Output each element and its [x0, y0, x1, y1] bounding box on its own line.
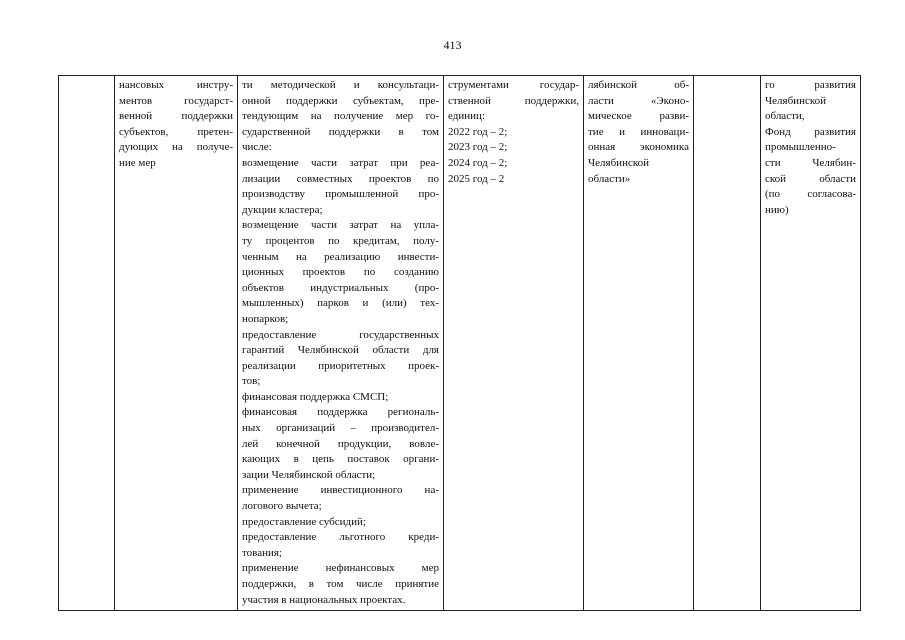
- cell-line: субъектов, претен-: [119, 125, 233, 138]
- cell-executor: [761, 76, 861, 611]
- cell-number: [59, 76, 115, 611]
- cell-line: струментами государ-: [448, 79, 579, 91]
- cell-line: лябинской об-: [588, 79, 689, 91]
- cell-line: возмещение части затрат на упла-: [242, 219, 439, 232]
- cell-line: нию): [765, 203, 789, 216]
- cell-line: ти методической и консультаци-: [242, 79, 439, 91]
- cell-line: применение инвестиционного на-: [242, 484, 439, 497]
- cell-line: гарантий Челябинской области для: [242, 344, 439, 357]
- cell-line: ментов государст-: [119, 94, 233, 107]
- cell-line: тендующим на получение мер го-: [242, 110, 439, 123]
- cell-line: 2024 год – 2;: [448, 156, 508, 169]
- cell-line: реализации приоритетных проек-: [242, 359, 439, 372]
- cell-line: го развития: [765, 79, 856, 91]
- cell-line: мышленных) парков и (или) тех-: [242, 297, 439, 310]
- cell-line: 2025 год – 2: [448, 172, 505, 185]
- cell-line: промышленно-: [765, 141, 836, 154]
- cell-line: участия в национальных проектах.: [242, 593, 406, 606]
- cell-line: ласти «Эконо-: [588, 94, 689, 107]
- cell-line: ченным на реализацию инвести-: [242, 250, 439, 263]
- cell-line: мическое разви-: [588, 110, 689, 123]
- cell-line: производству промышленной про-: [242, 188, 439, 201]
- cell-line: объектов индустриальных (про-: [242, 281, 439, 294]
- cell-line: предоставление льготного креди-: [242, 531, 439, 544]
- cell-line: 2023 год – 2;: [448, 141, 508, 154]
- cell-line: лизации совместных проектов по: [242, 172, 439, 185]
- cell-line: ционных проектов по созданию: [242, 266, 439, 279]
- cell-line: 2022 год – 2;: [448, 125, 508, 138]
- cell-line: тие и инноваци-: [588, 125, 689, 138]
- cell-line: нопарков;: [242, 312, 289, 325]
- cell-line: предоставление субсидий;: [242, 515, 366, 528]
- cell-line: дукции кластера;: [242, 203, 323, 216]
- cell-line: дующих на получе-: [119, 141, 233, 154]
- cell-line: Челябинской: [765, 94, 827, 107]
- page-number: 413: [443, 38, 462, 52]
- cell-line: возмещение части затрат при реа-: [242, 156, 439, 169]
- cell-line: лей конечной продукции, вовле-: [242, 437, 439, 450]
- cell-line: тов;: [242, 375, 261, 388]
- cell-line: ской области: [765, 172, 856, 185]
- cell-line: ственной поддержки,: [448, 94, 579, 107]
- cell-line: области,: [765, 110, 805, 123]
- cell-line: ту процентов по кредитам, полу-: [242, 234, 439, 247]
- cell-line: сударственной поддержки в том: [242, 125, 439, 138]
- table-row: [59, 76, 861, 611]
- cell-line: Фонд развития: [765, 125, 856, 138]
- cell-program: [584, 76, 694, 611]
- cell-line: единиц:: [448, 110, 485, 123]
- cell-line: ных организаций – производител-: [242, 422, 439, 435]
- cell-line: сти Челябин-: [765, 156, 856, 169]
- cell-line: применение нефинансовых мер: [242, 562, 439, 575]
- cell-line: поддержки, в том числе принятие: [242, 578, 439, 590]
- cell-line: финансовая поддержка СМСП;: [242, 390, 389, 403]
- cell-line: онная экономика: [588, 141, 689, 154]
- cell-line: венной поддержки: [119, 110, 233, 123]
- cell-name: [115, 76, 238, 611]
- cell-line: области»: [588, 172, 631, 185]
- cell-line: онной поддержки субъектам, пре-: [242, 94, 439, 107]
- document-table: [58, 75, 861, 611]
- cell-line: зации Челябинской области;: [242, 468, 376, 481]
- cell-line: числе:: [242, 141, 272, 154]
- cell-line: Челябинской: [588, 156, 650, 169]
- cell-indicator: [444, 76, 584, 611]
- cell-line: (по согласова-: [765, 188, 856, 201]
- cell-line: кающих в цепь поставок органи-: [242, 453, 439, 466]
- cell-line: тования;: [242, 546, 282, 559]
- cell-line: логового вычета;: [242, 500, 322, 513]
- cell-empty: [694, 76, 761, 611]
- cell-line: предоставление государственных: [242, 328, 439, 341]
- cell-line: нансовых инстру-: [119, 79, 233, 91]
- cell-description: [238, 76, 444, 611]
- cell-line: ние мер: [119, 156, 156, 169]
- cell-line: финансовая поддержка региональ-: [242, 406, 439, 419]
